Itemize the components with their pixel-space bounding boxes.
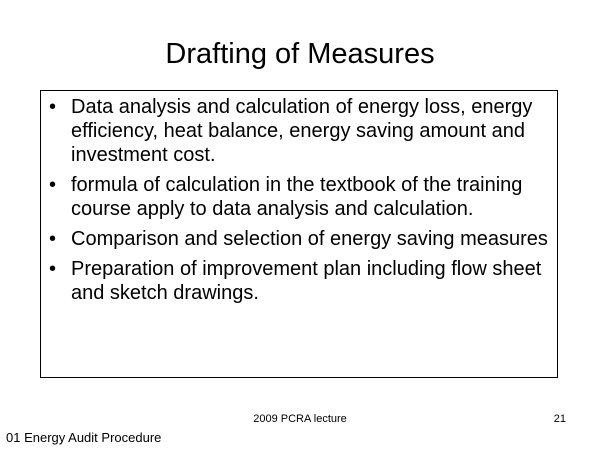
bullet-text: Data analysis and calculation of energy loss, energy efficiency, heat balance, energy saving amount and investment cost.	[71, 96, 533, 166]
slide-title: Drafting of Measures	[165, 38, 435, 70]
footer-page-number: 21	[553, 413, 566, 425]
bullet-text: Preparation of improvement plan including flow sheet and sketch drawings.	[71, 258, 542, 304]
bullet-list	[47, 95, 555, 311]
bullet-text: formula of calculation in the textbook of the training course apply to data analysis and calculation.	[71, 174, 523, 220]
bullet-dot-icon: •	[49, 174, 57, 196]
footer-lecture: 2009 PCRA lecture	[253, 413, 347, 425]
bullet-dot-icon: •	[49, 228, 57, 250]
bullet-dot-icon: •	[49, 96, 57, 118]
bullet-item	[47, 257, 555, 305]
bullet-item	[47, 95, 555, 167]
bullet-item	[47, 173, 555, 221]
bullet-item	[47, 227, 555, 251]
content-box	[40, 90, 558, 378]
footer-section: 01 Energy Audit Procedure	[6, 430, 162, 445]
bullet-dot-icon: •	[49, 258, 57, 280]
bullet-text: Comparison and selection of energy saving measures	[71, 228, 548, 250]
